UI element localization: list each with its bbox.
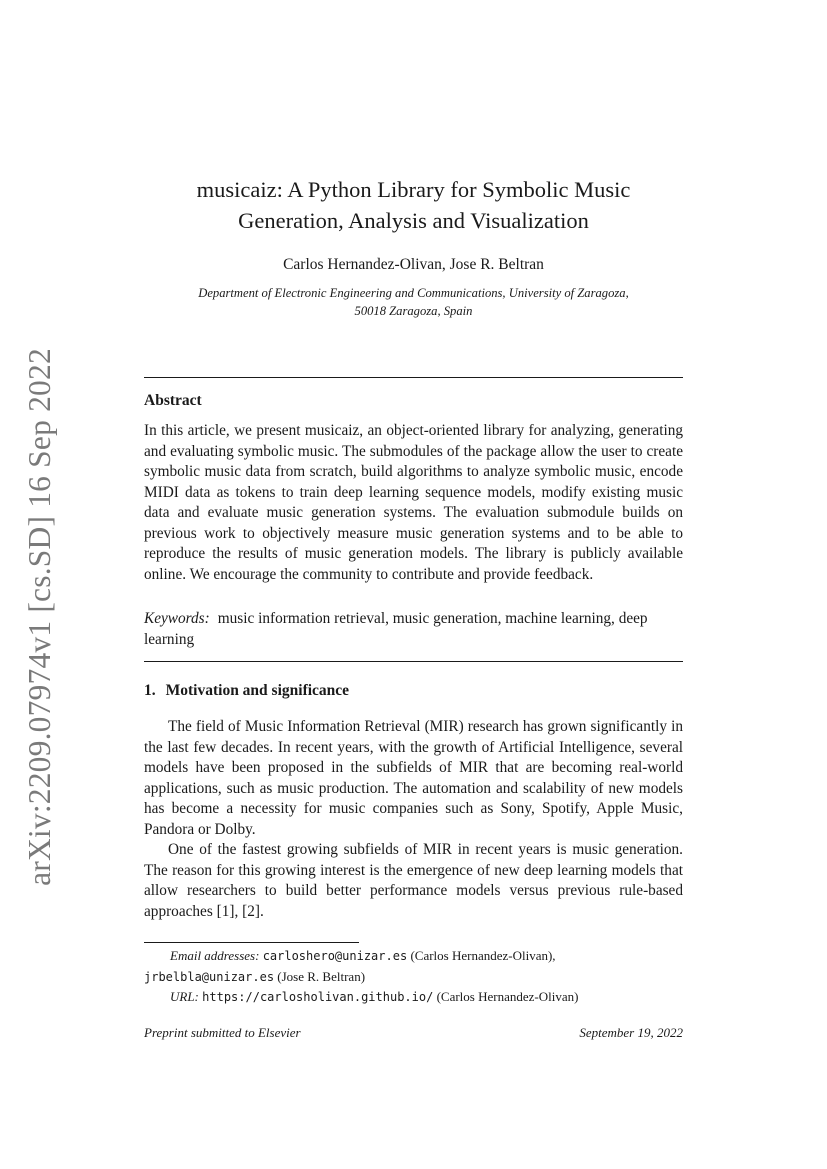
email-label: Email addresses: (170, 948, 260, 963)
author-list: Carlos Hernandez-Olivan, Jose R. Beltran (283, 256, 544, 273)
affiliation (150, 284, 677, 320)
email-owner: (Jose R. Beltran) (277, 968, 366, 984)
email-link[interactable]: carloshero@unizar.es (262, 949, 408, 963)
abstract-heading: Abstract (144, 392, 202, 409)
paragraph: One of the fastest growing subfields of MIR in recent years is music generation. The reason for this growing interest is the emergence of new deep learning models that allow researchers to build better performance models versus previous rule-based approaches [1], [2]. (144, 841, 683, 920)
arxiv-id: arXiv:2209.07974v1 [cs.SD] 16 Sep 2022 (22, 348, 57, 886)
page-footer (144, 1025, 683, 1041)
email-link[interactable]: jrbelbla@unizar.es (144, 969, 275, 984)
section-title: Motivation and significance (165, 682, 350, 699)
section-number: 1. (144, 682, 156, 699)
footnote-url-line (144, 987, 683, 1008)
section-body (144, 717, 683, 922)
paragraph: The field of Music Information Retrieval (MIR) research has grown significantly in the last few decades. In recent years, with the growth of Artificial Intelligence, several models have been proposed in the subfields of MIR that are becoming real-world applications, such as music production. The automation and scalability of new models has become a necessity for music companies such as Sony, Spotify, Apple Music, Pandora or Dolby. (144, 718, 683, 838)
footer-preprint-note: Preprint submitted to Elsevier (144, 1025, 301, 1040)
affiliation-line-2: 50018 Zaragoza, Spain (354, 304, 473, 318)
url-link[interactable]: https://carlosholivan.github.io/ (202, 990, 434, 1004)
section-heading (144, 682, 349, 700)
affiliation-line-1: Department of Electronic Engineering and Communications, University of Zaragoza, (198, 286, 629, 300)
url-label: URL: (170, 989, 199, 1004)
title-line-2: Generation, Analysis and Visualization (238, 208, 589, 233)
email-owner: (Carlos Hernandez-Olivan), (410, 948, 556, 963)
footnote-email-line (144, 946, 683, 967)
footnote (144, 946, 683, 1008)
keywords (144, 609, 683, 650)
paper-title (150, 174, 677, 236)
keywords-text: music information retrieval, music generation, machine learning, deep learning (144, 610, 648, 648)
abstract-bottom-rule (144, 661, 683, 662)
footer-date: September 19, 2022 (579, 1025, 683, 1040)
footnote-rule (144, 942, 359, 943)
abstract-text: In this article, we present musicaiz, an object-oriented library for analyzing, generating and evaluating symbolic music. The submodules of the package allow the user to create symbolic music data from scratch, build algorithms to analyze symbolic music, encode MIDI data as tokens to train deep learning sequence models, modify existing music data and evaluate music generation systems. The evaluation submodule builds on previous work to objectively measure music generation systems and to be able to reproduce the results of music generation models. The library is publicly available online. We encourage the community to contribute and provide feedback. (144, 422, 683, 583)
url-owner: (Carlos Hernandez-Olivan) (436, 989, 579, 1004)
footnote-email-line-2 (144, 967, 683, 988)
keywords-label: Keywords: (144, 610, 210, 627)
arxiv-sidebar-stamp (14, 348, 66, 886)
title-line-1: musicaiz: A Python Library for Symbolic Music (196, 177, 631, 202)
abstract-top-rule (144, 377, 683, 378)
